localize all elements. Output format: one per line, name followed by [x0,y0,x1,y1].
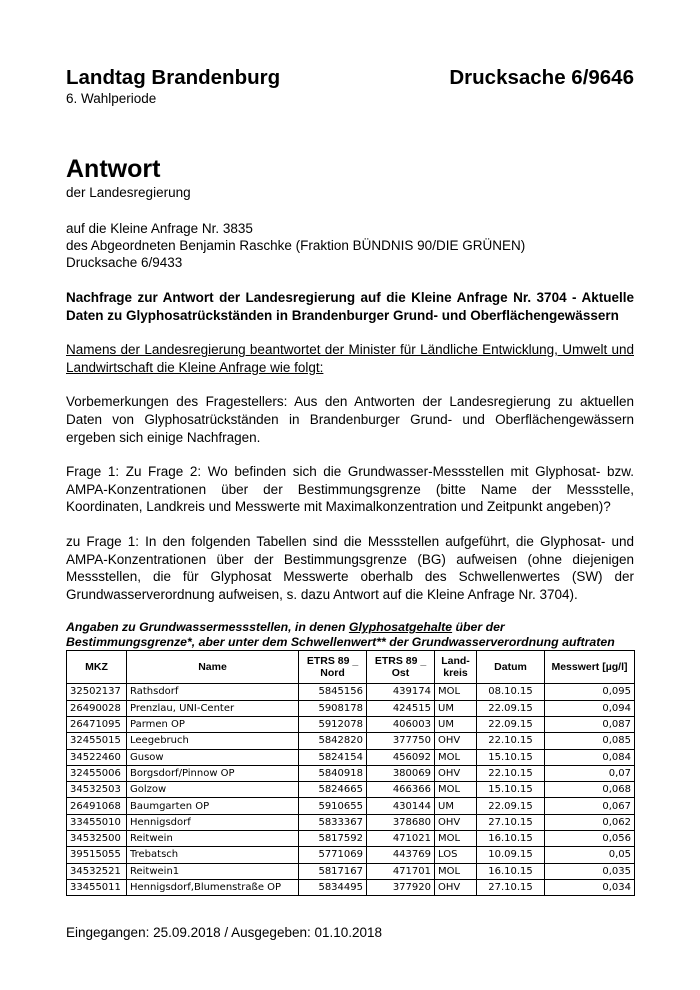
name-cell: Trebatsch [127,847,299,863]
name-cell: Prenzlau, UNI-Center [127,700,299,716]
name-cell: Baumgarten OP [127,798,299,814]
document-number: Drucksache 6/9646 [449,66,634,89]
messwert-cell: 0,068 [545,782,635,798]
landkreis-cell: MOL [435,863,477,879]
issue-dates: Eingegangen: 25.09.2018 / Ausgegeben: 01.10.2018 [66,925,383,940]
nord-cell: 5912078 [299,716,367,732]
mkz-cell: 26490028 [67,700,127,716]
nord-cell: 5824154 [299,749,367,765]
messwert-cell: 0,085 [545,733,635,749]
table-caption [66,620,634,650]
ost-cell: 424515 [367,700,435,716]
nord-cell: 5817167 [299,863,367,879]
mkz-cell: 26491068 [67,798,127,814]
landkreis-cell: UM [435,798,477,814]
table-row [67,879,635,895]
name-cell: Reitwein1 [127,863,299,879]
datum-cell: 22.09.15 [477,700,545,716]
intro-statement: Namens der Landesregierung beantwortet der Minister für Ländliche Entwicklung, Umwelt und Landwirtschaft die Kleine Anfrage wie folgt: [66,342,634,375]
mkz-cell: 32455006 [67,765,127,781]
ost-cell: 466366 [367,782,435,798]
nord-cell: 5817592 [299,830,367,846]
nord-cell: 5824665 [299,782,367,798]
ost-cell: 378680 [367,814,435,830]
table-row [67,749,635,765]
column-header: ETRS 89 _ Nord [299,651,367,684]
landkreis-cell: OHV [435,814,477,830]
table-row [67,814,635,830]
caption-post: über der Bestimmungsgrenze*, aber unter dem Schwellenwert** der Grundwasserverordnung auftraten [66,620,615,650]
ost-cell: 377750 [367,733,435,749]
mkz-cell: 34532500 [67,830,127,846]
mkz-cell: 34522460 [67,749,127,765]
datum-cell: 22.09.15 [477,716,545,732]
name-cell: Golzow [127,782,299,798]
datum-cell: 15.10.15 [477,749,545,765]
datum-cell: 22.09.15 [477,798,545,814]
column-header: Datum [477,651,545,684]
legislative-period: 6. Wahlperiode [66,91,157,106]
caption-underlined: Glyphosatgehalte [348,620,453,635]
column-header: ETRS 89 _ Ost [367,651,435,684]
landkreis-cell: OHV [435,765,477,781]
landkreis-cell: MOL [435,749,477,765]
answer-1: zu Frage 1: In den folgenden Tabellen sind die Messstellen aufgeführt, die Glyphosat- und AMPA-Konzentrationen über der Bestimmungsgrenze (BG) aufweisen (ohne diejenigen Messstellen, die für Glyphosat Messwerte oberhalb des Schwellenwertes (SW) der Grundwasserverordnung aufweisen, s. dazu Antwort auf die Kleine Anfrage Nr. 3704). [66,533,634,602]
ost-cell: 439174 [367,684,435,700]
parliament-name: Landtag Brandenburg [66,66,281,89]
name-cell: Reitwein [127,830,299,846]
table-row [67,863,635,879]
datum-cell: 10.09.15 [477,847,545,863]
measurement-table [66,650,635,896]
datum-cell: 15.10.15 [477,782,545,798]
datum-cell: 16.10.15 [477,830,545,846]
table-row [67,798,635,814]
landkreis-cell: MOL [435,684,477,700]
datum-cell: 16.10.15 [477,863,545,879]
page-subtitle: der Landesregierung [66,185,191,200]
column-header: Name [127,651,299,684]
nord-cell: 5842820 [299,733,367,749]
name-cell: Parmen OP [127,716,299,732]
landkreis-cell: OHV [435,733,477,749]
ost-cell: 377920 [367,879,435,895]
document-header [66,66,634,90]
ost-cell: 443769 [367,847,435,863]
messwert-cell: 0,056 [545,830,635,846]
name-cell: Gusow [127,749,299,765]
mkz-cell: 39515055 [67,847,127,863]
nord-cell: 5834495 [299,879,367,895]
landkreis-cell: UM [435,716,477,732]
ost-cell: 471701 [367,863,435,879]
datum-cell: 27.10.15 [477,879,545,895]
nord-cell: 5910655 [299,798,367,814]
column-header: Land-kreis [435,651,477,684]
nord-cell: 5771069 [299,847,367,863]
table-row [67,830,635,846]
datum-cell: 08.10.15 [477,684,545,700]
table-row [67,847,635,863]
name-cell: Leegebruch [127,733,299,749]
nord-cell: 5845156 [299,684,367,700]
table-row [67,733,635,749]
question-1: Frage 1: Zu Frage 2: Wo befinden sich die Grundwasser-Messstellen mit Glyphosat- bzw. AMPA-Konzentrationen über der Bestimmungsgrenze (bitte Name der Messstelle, Koordinaten, Landkreis und Messwerte mit Maximalkonzentration und Zeitpunkt angeben)? [66,464,634,515]
mkz-cell: 26471095 [67,716,127,732]
column-header: Messwert [µg/l] [545,651,635,684]
mkz-cell: 33455010 [67,814,127,830]
landkreis-cell: UM [435,700,477,716]
table-row [67,782,635,798]
messwert-cell: 0,095 [545,684,635,700]
datum-cell: 22.10.15 [477,733,545,749]
ost-cell: 456092 [367,749,435,765]
messwert-cell: 0,07 [545,765,635,781]
name-cell: Hennigsdorf,Blumenstraße OP [127,879,299,895]
table-row [67,765,635,781]
nord-cell: 5833367 [299,814,367,830]
messwert-cell: 0,094 [545,700,635,716]
messwert-cell: 0,035 [545,863,635,879]
preface-paragraph: Vorbemerkungen des Fragestellers: Aus den Antworten der Landesregierung zu aktuellen Daten von Glyphosatrückständen in Brandenburger Grund- und Oberflächengewässern ergeben sich einige Nachfragen. [66,394,634,445]
inquiry-line-2: des Abgeordneten Benjamin Raschke (Fraktion BÜNDNIS 90/DIE GRÜNEN) [66,238,526,253]
messwert-cell: 0,062 [545,814,635,830]
table-row [67,700,635,716]
name-cell: Borgsdorf/Pinnow OP [127,765,299,781]
messwert-cell: 0,067 [545,798,635,814]
document-page [66,66,634,896]
nord-cell: 5840918 [299,765,367,781]
messwert-cell: 0,034 [545,879,635,895]
landkreis-cell: LOS [435,847,477,863]
inquiry-line-1: auf die Kleine Anfrage Nr. 3835 [66,221,253,236]
landkreis-cell: OHV [435,879,477,895]
landkreis-cell: MOL [435,830,477,846]
datum-cell: 22.10.15 [477,765,545,781]
inquiry-line-3: Drucksache 6/9433 [66,255,183,270]
table-row [67,684,635,700]
mkz-cell: 34532521 [67,863,127,879]
page-title: Antwort [66,155,161,183]
mkz-cell: 32455015 [67,733,127,749]
ost-cell: 430144 [367,798,435,814]
inquiry-block [66,220,634,271]
mkz-cell: 32502137 [67,684,127,700]
mkz-cell: 34532503 [67,782,127,798]
ost-cell: 471021 [367,830,435,846]
landkreis-cell: MOL [435,782,477,798]
messwert-cell: 0,05 [545,847,635,863]
messwert-cell: 0,084 [545,749,635,765]
mkz-cell: 33455011 [67,879,127,895]
table-header-row [67,651,635,684]
inquiry-heading: Nachfrage zur Antwort der Landesregierung auf die Kleine Anfrage Nr. 3704 - Aktuelle Daten zu Glyphosatrückständen in Brandenburger Grund- und Oberflächengewässern [66,290,634,323]
ost-cell: 380069 [367,765,435,781]
nord-cell: 5908178 [299,700,367,716]
datum-cell: 27.10.15 [477,814,545,830]
ost-cell: 406003 [367,716,435,732]
name-cell: Rathsdorf [127,684,299,700]
caption-pre: Angaben zu Grundwassermessstellen, in denen [66,620,349,635]
table-row [67,716,635,732]
name-cell: Hennigsdorf [127,814,299,830]
messwert-cell: 0,087 [545,716,635,732]
column-header: MKZ [67,651,127,684]
